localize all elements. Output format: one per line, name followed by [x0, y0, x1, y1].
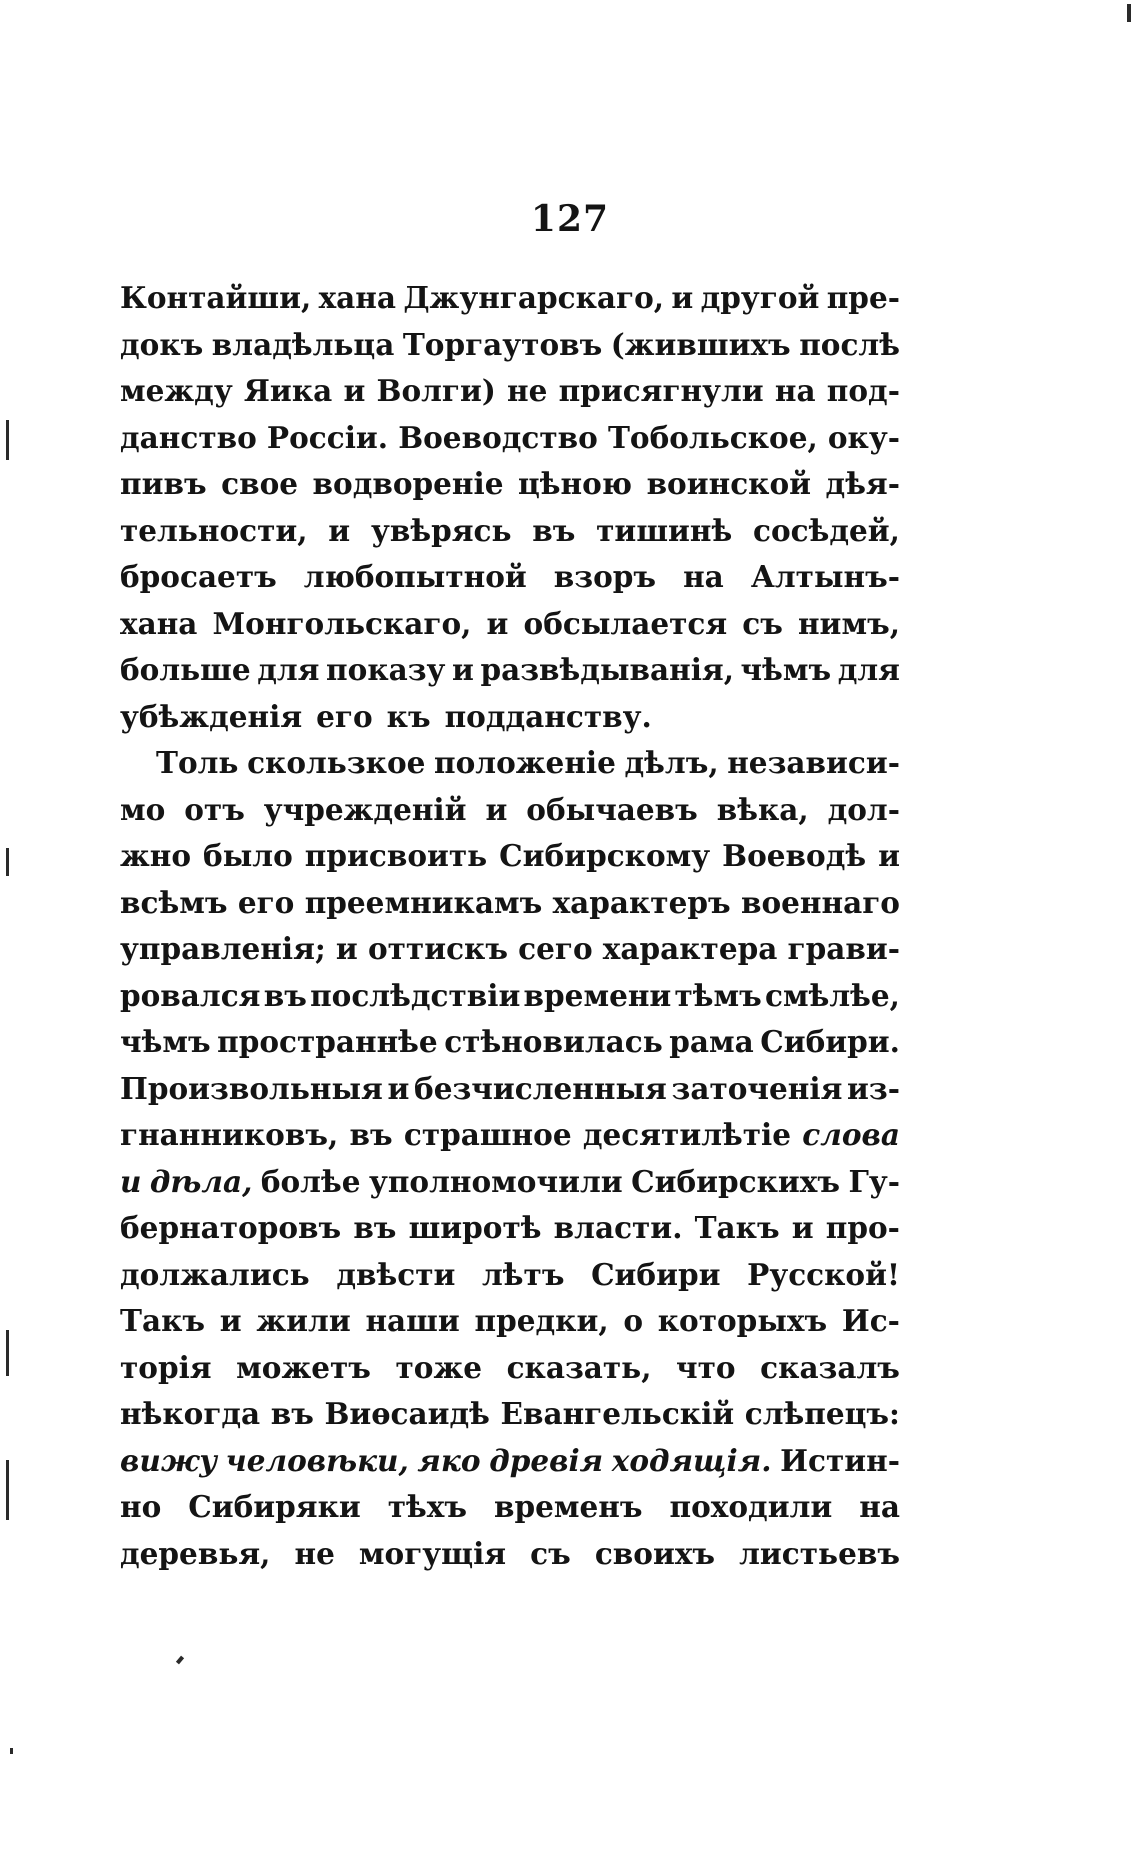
word: обычаевъ [526, 791, 698, 827]
word: которыхъ [657, 1303, 828, 1338]
word: больше [120, 652, 251, 687]
word: и [335, 931, 358, 966]
word: можетъ [236, 1349, 371, 1385]
word: послѣдствіи [310, 977, 521, 1013]
word: его [316, 698, 373, 734]
word: лѣтъ [482, 1256, 565, 1292]
text-line [120, 1159, 900, 1206]
word: между [120, 373, 233, 408]
text-line [120, 368, 900, 415]
word: и [791, 1210, 814, 1245]
word: яко [417, 1442, 481, 1478]
word: тоже [395, 1349, 483, 1385]
word: подданству. [444, 698, 652, 734]
word: Истин- [780, 1442, 900, 1478]
word: воинской [646, 466, 812, 501]
word: широтѣ [408, 1210, 542, 1245]
word: пивъ [120, 466, 207, 501]
text-line [120, 1484, 900, 1531]
word: показу [326, 652, 446, 687]
word: было [203, 838, 293, 873]
text-line [120, 926, 900, 973]
word: наши [365, 1303, 460, 1338]
word: Сибири. [760, 1024, 900, 1059]
word: ходящія. [611, 1442, 772, 1478]
word: отъ [184, 791, 245, 827]
word: Воеводство [398, 419, 598, 455]
word: Гу- [848, 1163, 900, 1199]
text-line [120, 694, 900, 741]
word: мо [120, 791, 166, 827]
word: и [452, 652, 474, 687]
word: и [120, 1163, 142, 1199]
text-line [120, 880, 900, 927]
word: Джунгарскаго, [403, 280, 665, 315]
word: и [486, 605, 509, 641]
word: вѣка, [716, 791, 809, 827]
word: съ [742, 605, 783, 641]
text-line [120, 601, 900, 648]
word: положеніе [434, 745, 616, 780]
word: чѣмъ [740, 652, 832, 687]
word: взоръ [553, 559, 657, 594]
word: дѣла, [149, 1163, 253, 1199]
text-line [120, 508, 900, 555]
word: Тобольское, [607, 419, 818, 455]
word: независи- [727, 745, 900, 780]
word: смѣлѣе, [765, 977, 900, 1013]
word: что [676, 1349, 736, 1385]
scan-mark [6, 420, 9, 460]
scan-mark [6, 1330, 9, 1376]
word: тѣмъ [674, 977, 762, 1013]
text-line [120, 1438, 900, 1485]
word: должались [120, 1256, 310, 1292]
word: Торгаутовъ [402, 326, 603, 362]
text-line [120, 1112, 900, 1159]
word: вижу [120, 1442, 217, 1478]
word: Сибири [591, 1256, 721, 1292]
word: предки, [474, 1303, 609, 1338]
text-line [120, 1205, 900, 1252]
text-line [120, 322, 900, 369]
word: Волги) [376, 373, 496, 408]
word: въ [263, 977, 307, 1013]
word: и [343, 373, 366, 408]
text-line [120, 787, 900, 834]
word: листьевъ [739, 1535, 900, 1571]
word: въ [270, 1396, 314, 1431]
word: докъ [120, 326, 204, 362]
text-line [120, 1252, 900, 1299]
word: и [328, 512, 351, 548]
word: и [878, 838, 900, 873]
word: въ [349, 1117, 393, 1152]
word: тишинѣ [596, 512, 733, 548]
word: про- [825, 1210, 900, 1245]
word: Произвольныя [120, 1070, 383, 1106]
word: стѣновилась [444, 1024, 663, 1059]
word: развѣдыванія, [480, 652, 734, 687]
word: заточенія [671, 1070, 843, 1106]
text-line [120, 1066, 900, 1113]
word: Воеводѣ [722, 838, 867, 873]
word: свое [221, 466, 299, 501]
word: владѣльца [211, 326, 395, 362]
word: Сибирскихъ [631, 1163, 840, 1199]
scan-mark [176, 1656, 184, 1665]
page-number: 127 [530, 198, 610, 240]
word: преемникамъ [304, 884, 543, 920]
word: о [623, 1303, 644, 1338]
word: сосѣдей, [753, 512, 900, 548]
word: въ [353, 1210, 397, 1245]
word: двѣсти [336, 1256, 456, 1292]
word: управленія; [120, 931, 326, 966]
word: всѣмъ [120, 884, 228, 920]
text-line [120, 415, 900, 462]
word: для [837, 652, 900, 687]
text-line [120, 275, 900, 322]
word: дѣлъ, [624, 745, 719, 780]
word: характеръ [552, 884, 731, 920]
word: послѣ [799, 326, 900, 362]
word: съ [530, 1535, 571, 1571]
word: водвореніе [312, 466, 504, 501]
word: ровался [120, 977, 261, 1013]
text-line [120, 973, 900, 1020]
scan-mark [10, 1748, 13, 1754]
word: Русской! [747, 1256, 900, 1292]
text-line [120, 833, 900, 880]
word: на [774, 373, 816, 408]
word: для [257, 652, 320, 687]
text-line [120, 1531, 900, 1578]
word: Алтынъ- [750, 559, 900, 594]
word: дѣя- [825, 466, 900, 501]
word: тельности, [120, 512, 308, 548]
word: учрежденій [263, 791, 467, 827]
word: бернаторовъ [120, 1210, 342, 1245]
text-line [120, 554, 900, 601]
word: но [120, 1489, 162, 1524]
text-line [120, 740, 900, 787]
word: увѣрясь [370, 512, 512, 548]
word: и [485, 791, 508, 827]
word: Такъ [694, 1210, 780, 1245]
word: слова [802, 1117, 900, 1152]
word: походили [669, 1489, 833, 1524]
text-line [120, 461, 900, 508]
word: временъ [494, 1489, 643, 1524]
word: жно [120, 838, 192, 873]
word: сказалъ [760, 1349, 900, 1385]
word: Россіи. [266, 419, 389, 455]
word: деревья, [120, 1535, 271, 1571]
word: оттискъ [367, 931, 508, 966]
word: Сибирскому [499, 838, 711, 873]
word: человѣки, [225, 1442, 409, 1478]
word: нимъ, [797, 605, 900, 641]
text-line [120, 1298, 900, 1345]
word: времени [523, 977, 672, 1013]
word: Монгольскаго, [212, 605, 472, 641]
word: на [683, 559, 724, 594]
word: десятилѣтіе [582, 1117, 792, 1152]
word: грави- [787, 931, 900, 966]
word: гнанниковъ, [120, 1117, 339, 1152]
word: Сибиряки [188, 1489, 361, 1524]
word: пре- [826, 280, 900, 315]
word: могущія [358, 1535, 507, 1571]
scan-mark [6, 1460, 9, 1520]
word: чѣмъ [120, 1024, 211, 1059]
scan-mark [6, 848, 9, 876]
word: безчисленныя [414, 1070, 667, 1106]
word: уполномочили [368, 1163, 623, 1199]
word: Такъ [120, 1303, 205, 1338]
word: на [859, 1489, 900, 1524]
word: хана [318, 280, 396, 315]
word: и [387, 1070, 410, 1106]
text-line [120, 1391, 900, 1438]
word: жили [256, 1303, 351, 1338]
word: под- [826, 373, 900, 408]
word: нѣкогда [120, 1396, 261, 1431]
word: не [294, 1535, 335, 1571]
word: военнаго [740, 884, 900, 920]
word: присвоить [304, 838, 488, 873]
word: слѣпецъ: [744, 1396, 900, 1431]
word: другой [700, 280, 820, 315]
word: его [237, 884, 295, 920]
word: любопытной [303, 559, 527, 594]
word: хана [120, 605, 198, 641]
word: и [219, 1303, 242, 1338]
word: (жившихъ [610, 326, 791, 362]
word: Евангельскій [500, 1396, 735, 1431]
word: дол- [827, 791, 900, 827]
word: характера [602, 931, 778, 966]
word: сказать, [506, 1349, 652, 1385]
word: Контайши, [120, 280, 312, 315]
word: бросаетъ [120, 559, 277, 594]
word: древія [489, 1442, 604, 1478]
word: и [671, 280, 694, 315]
word: сего [518, 931, 593, 966]
body-text [120, 275, 900, 1577]
word: из- [847, 1070, 900, 1106]
word: пространнѣе [217, 1024, 438, 1059]
text-line [120, 1019, 900, 1066]
word: обсылается [523, 605, 728, 641]
word: присягнули [558, 373, 764, 408]
word: тѣхъ [387, 1489, 468, 1524]
word: страшное [403, 1117, 572, 1152]
word: Ис- [841, 1303, 900, 1338]
word: торія [120, 1349, 212, 1385]
word: не [507, 373, 548, 408]
scan-mark [1127, 4, 1131, 22]
word: въ [532, 512, 576, 548]
word: Толь [156, 745, 239, 780]
word: цѣною [518, 466, 633, 501]
text-line [120, 647, 900, 694]
word: къ [386, 698, 431, 734]
word: Виѳсаидѣ [324, 1396, 490, 1431]
word: своихъ [594, 1535, 716, 1571]
word: Яика [243, 373, 333, 408]
word: скользкое [247, 745, 426, 780]
word: оку- [827, 419, 900, 455]
word: власти. [553, 1210, 683, 1245]
text-line [120, 1345, 900, 1392]
word: болѣе [260, 1163, 361, 1199]
word: рама [669, 1024, 754, 1059]
word: убѣжденія [120, 698, 303, 734]
word: данство [120, 419, 257, 455]
